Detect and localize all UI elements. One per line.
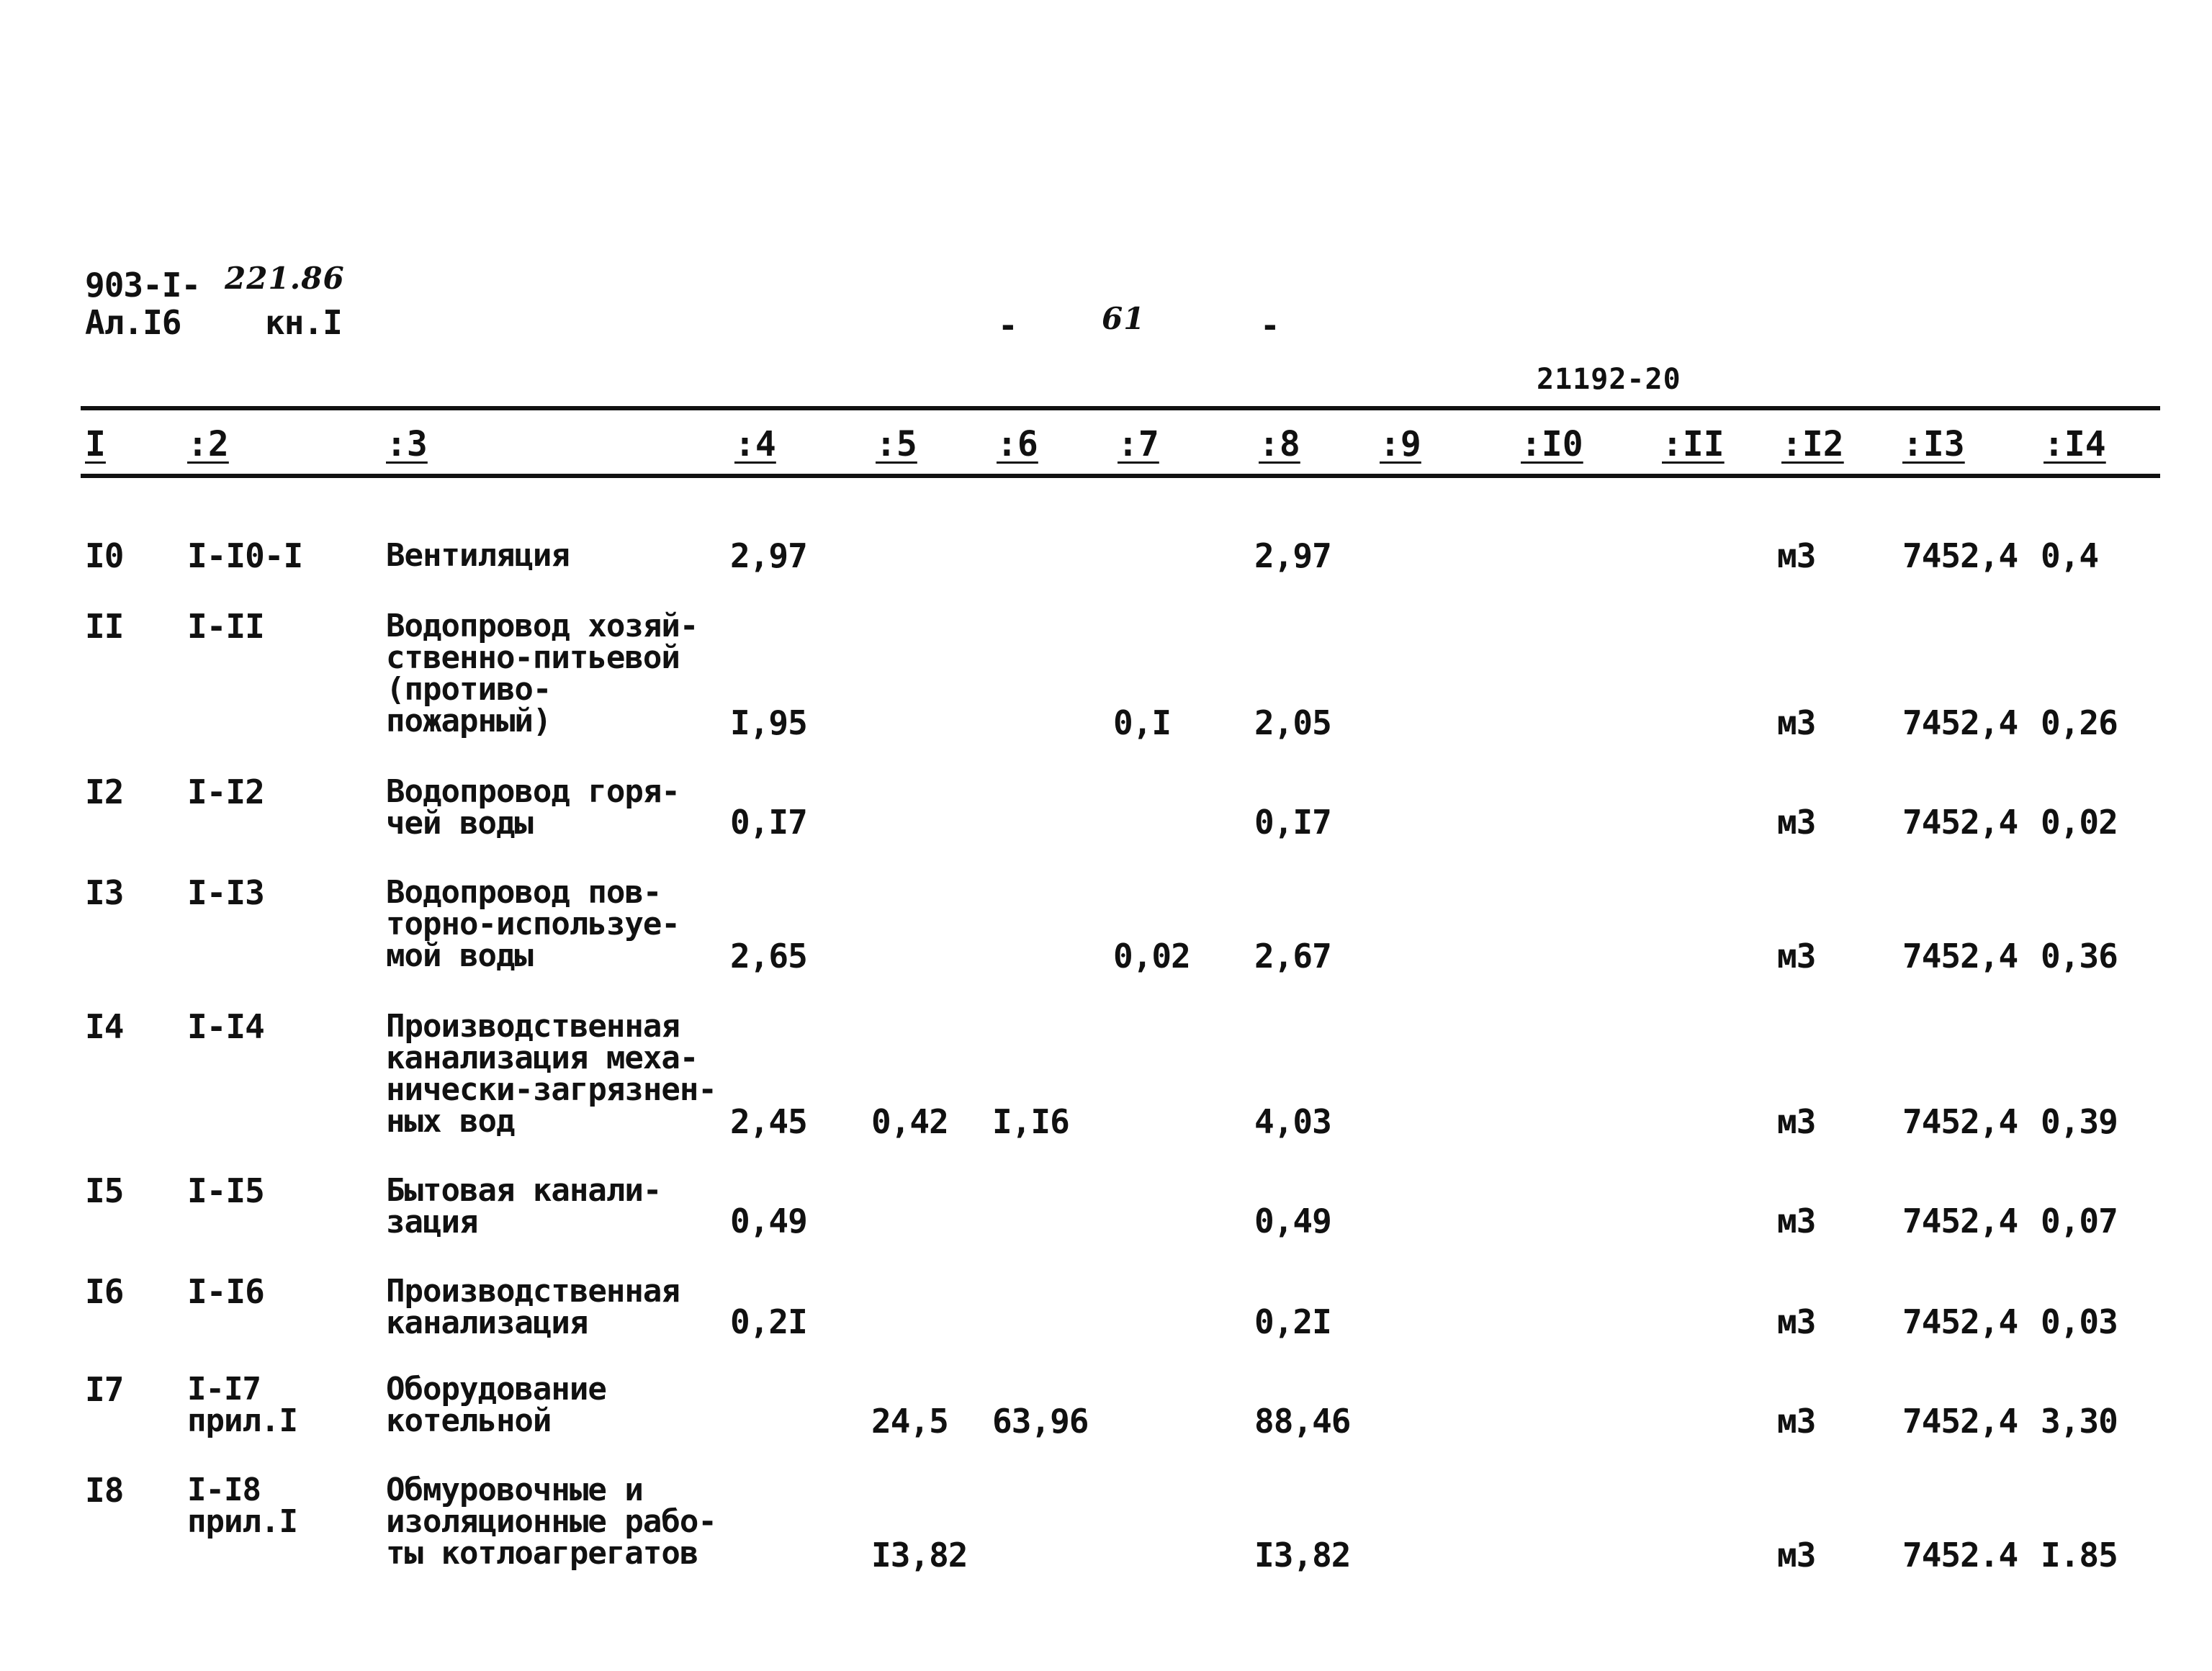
row-col13-value: 7452.4 (1902, 1536, 2018, 1575)
row-code: I-I2 (187, 773, 264, 811)
row-code: I-I3 (187, 873, 264, 912)
column-header-12: :I2 (1781, 424, 1844, 464)
row-col8-value: I3,82 (1254, 1536, 1351, 1575)
row-code: I-I0-I (187, 536, 303, 575)
row-col14-value: 0,26 (2041, 703, 2118, 742)
column-header-5: :5 (876, 424, 917, 464)
row-number: I2 (85, 773, 124, 811)
row-number: I6 (85, 1272, 124, 1311)
row-unit: м3 (1777, 1302, 1816, 1341)
row-code: I-I4 (187, 1007, 264, 1046)
row-col4-value: 0,I7 (730, 803, 807, 842)
page-dash-left: - (998, 306, 1017, 345)
row-number: I5 (85, 1171, 124, 1210)
row-description: Обмуровочные и изоляционные рабо- ты котлоагрегатов (386, 1472, 716, 1572)
row-col13-value: 7452,4 (1902, 1402, 2018, 1441)
row-number: I7 (85, 1370, 124, 1409)
row-code: I-I6 (187, 1272, 264, 1311)
row-description: Бытовая канали- зация (386, 1172, 662, 1240)
row-col6-value: 63,96 (992, 1402, 1089, 1441)
row-col14-value: 0,02 (2041, 803, 2118, 842)
row-col14-value: 3,30 (2041, 1402, 2118, 1441)
row-col13-value: 7452,4 (1902, 937, 2018, 976)
column-header-11: :II (1662, 424, 1725, 464)
row-col8-value: 4,03 (1254, 1102, 1331, 1141)
row-col4-value: 2,45 (730, 1102, 807, 1141)
stamp-number: 21192-20 (1537, 363, 1681, 396)
row-number: I3 (85, 873, 124, 912)
row-col8-value: 2,67 (1254, 937, 1331, 976)
row-col4-value: 2,65 (730, 937, 807, 976)
column-header-13: :I3 (1902, 424, 1965, 464)
doc-code-printed: 903-I- (85, 266, 201, 305)
column-header-2: :2 (187, 424, 229, 464)
row-unit: м3 (1777, 703, 1816, 742)
row-description: Водопровод горя- чей воды (386, 773, 680, 842)
page-dash-right: - (1260, 306, 1280, 345)
row-col13-value: 7452,4 (1902, 1202, 2018, 1240)
row-code: I-I5 (187, 1171, 264, 1210)
row-col6-value: I,I6 (992, 1102, 1069, 1141)
row-col14-value: 0,07 (2041, 1202, 2118, 1240)
row-code: I-I7 прил.I (187, 1371, 297, 1439)
row-number: I0 (85, 536, 124, 575)
row-description: Производственная канализация (386, 1273, 680, 1341)
row-col7-value: 0,I (1113, 703, 1172, 742)
row-col8-value: 88,46 (1254, 1402, 1351, 1441)
column-header-4: :4 (734, 424, 776, 464)
row-code: I-II (187, 607, 264, 646)
row-col14-value: 0,03 (2041, 1302, 2118, 1341)
row-col5-value: I3,82 (871, 1536, 968, 1575)
row-description: Водопровод пов- торно-используе- мой воды (386, 874, 680, 974)
row-unit: м3 (1777, 1402, 1816, 1441)
row-unit: м3 (1777, 803, 1816, 842)
book-label: кн.I (265, 303, 342, 342)
row-number: I4 (85, 1007, 124, 1046)
row-col4-value: 0,2I (730, 1302, 807, 1341)
column-header-1: I (85, 424, 106, 464)
row-col14-value: 0,39 (2041, 1102, 2118, 1141)
row-col14-value: 0,4 (2041, 536, 2099, 575)
row-col8-value: 2,05 (1254, 703, 1331, 742)
row-col4-value: I,95 (730, 703, 807, 742)
column-header-9: :9 (1380, 424, 1421, 464)
row-unit: м3 (1777, 1536, 1816, 1575)
row-unit: м3 (1777, 937, 1816, 976)
row-col8-value: 0,I7 (1254, 803, 1331, 842)
column-header-3: :3 (386, 424, 428, 464)
row-col13-value: 7452,4 (1902, 1302, 2018, 1341)
header-bottom-rule (81, 474, 2160, 478)
row-description: Производственная канализация меха- нически-загрязнен- ных вод (386, 1008, 716, 1140)
row-col8-value: 2,97 (1254, 536, 1331, 575)
row-col8-value: 0,49 (1254, 1202, 1331, 1240)
row-number: I8 (85, 1471, 124, 1510)
column-header-7: :7 (1118, 424, 1159, 464)
row-col5-value: 0,42 (871, 1102, 948, 1141)
row-unit: м3 (1777, 536, 1816, 575)
row-unit: м3 (1777, 1202, 1816, 1240)
row-description: Вентиляция (386, 537, 570, 574)
row-col13-value: 7452,4 (1902, 536, 2018, 575)
row-number: II (85, 607, 124, 646)
column-header-10: :I0 (1521, 424, 1583, 464)
row-description: Оборудование котельной (386, 1371, 606, 1439)
column-header-6: :6 (997, 424, 1038, 464)
row-col7-value: 0,02 (1113, 937, 1190, 976)
row-col13-value: 7452,4 (1902, 1102, 2018, 1141)
row-description: Водопровод хозяй- ственно-питьевой (противо- пожарный) (386, 608, 698, 739)
row-col4-value: 0,49 (730, 1202, 807, 1240)
row-col14-value: 0,36 (2041, 937, 2118, 976)
album-label: Ал.I6 (85, 303, 181, 342)
row-col13-value: 7452,4 (1902, 803, 2018, 842)
page-number: 61 (1102, 301, 1146, 336)
column-header-8: :8 (1259, 424, 1300, 464)
header-top-rule (81, 406, 2160, 410)
row-col13-value: 7452,4 (1902, 703, 2018, 742)
row-col5-value: 24,5 (871, 1402, 948, 1441)
row-code: I-I8 прил.I (187, 1472, 297, 1540)
row-unit: м3 (1777, 1102, 1816, 1141)
doc-code-handwritten: 221.86 (225, 261, 345, 296)
row-col14-value: I.85 (2041, 1536, 2118, 1575)
row-col8-value: 0,2I (1254, 1302, 1331, 1341)
column-header-14: :I4 (2044, 424, 2106, 464)
row-col4-value: 2,97 (730, 536, 807, 575)
